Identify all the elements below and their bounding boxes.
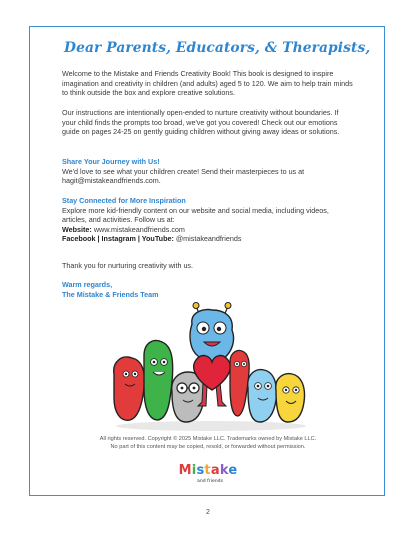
red-character	[114, 357, 145, 420]
page-heading: Dear Parents, Educators, & Therapists,	[64, 40, 371, 56]
social-label: Facebook | Instagram | YouTube:	[62, 234, 174, 244]
share-title: Share Your Journey with Us!	[62, 157, 160, 166]
yellow-character	[276, 374, 305, 422]
connected-title: Stay Connected for More Inspiration	[62, 196, 186, 205]
red-tall-character	[230, 350, 249, 416]
team-name: The Mistake & Friends Team	[62, 289, 159, 299]
regards-text: Warm regards,	[62, 280, 113, 289]
thanks-text: Thank you for nurturing creativity with us.	[62, 261, 194, 270]
share-text: We'd love to see what your children create! Send their masterpieces to us at hagit@mistakeandfriends.com.	[62, 166, 305, 186]
green-character	[144, 341, 173, 420]
page-number: 2	[206, 509, 210, 516]
intro-paragraph: Welcome to the Mistake and Friends Creativity Book! This book is designed to inspire imagination and creativity in children (and adults) aged 5 to 120. We aim to help train minds to think outside the box and explore creative solutions.	[62, 69, 353, 98]
share-section	[62, 157, 354, 186]
mistake-and-friends-logo	[176, 458, 240, 486]
website-link[interactable]: www.mistakeandfriends.com	[93, 224, 185, 234]
logo-word: Mistake	[178, 463, 238, 478]
instructions-paragraph: Our instructions are intentionally open-ended to nurture creativity without boundaries. If your child finds the prompts too broad, we've got you covered! Check out our emotions guide on pages 24-25 on gently guiding children without giving away ideas or solutions.	[62, 108, 340, 137]
copyright-line-1: All rights reserved. Copyright © 2025 Mistake LLC. Trademarks owned by Mistake LLC.	[99, 436, 317, 442]
copyright-line-2: No part of this content may be copied, resold, or forwarded without permission.	[110, 444, 306, 450]
connected-section	[62, 196, 354, 244]
logo-sub: and friends	[197, 479, 223, 484]
light-blue-character	[248, 370, 277, 422]
social-handle[interactable]: @mistakeandfriends	[175, 234, 242, 244]
website-label: Website:	[62, 224, 92, 234]
characters-illustration	[106, 302, 316, 432]
connected-text: Explore more kid-friendly content on our website and social media, including videos, articles, and activities. Follow us at:	[62, 205, 329, 225]
signature	[62, 280, 354, 299]
